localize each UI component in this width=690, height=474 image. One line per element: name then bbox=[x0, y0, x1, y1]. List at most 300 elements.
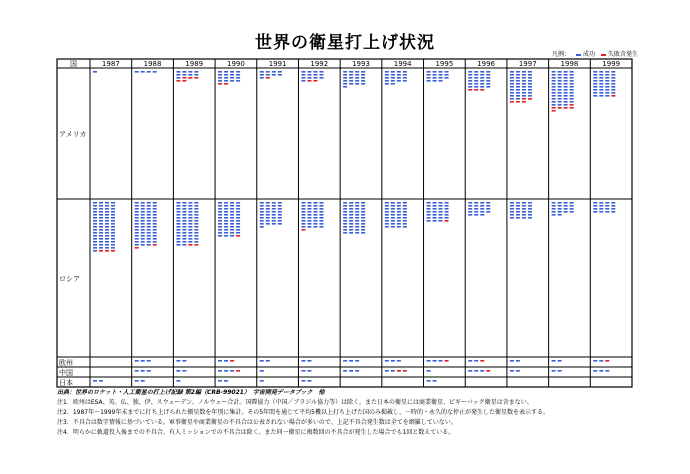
success-mark bbox=[194, 226, 198, 228]
success-mark bbox=[224, 214, 228, 216]
success-mark bbox=[397, 214, 401, 216]
failure-mark bbox=[564, 107, 568, 109]
success-mark bbox=[391, 226, 395, 228]
success-mark bbox=[153, 208, 157, 210]
success-mark bbox=[570, 202, 574, 204]
success-mark bbox=[230, 202, 234, 204]
success-mark bbox=[433, 211, 437, 213]
success-mark bbox=[361, 71, 365, 73]
success-mark bbox=[313, 205, 317, 207]
success-mark bbox=[480, 80, 484, 82]
success-mark bbox=[105, 202, 109, 204]
success-mark bbox=[188, 226, 192, 228]
success-mark bbox=[486, 80, 490, 82]
success-mark bbox=[188, 211, 192, 213]
success-mark bbox=[141, 380, 145, 382]
success-mark bbox=[147, 241, 151, 243]
success-mark bbox=[147, 235, 151, 237]
success-mark bbox=[433, 74, 437, 76]
success-mark bbox=[570, 101, 574, 103]
year-header: 1992 bbox=[310, 60, 329, 68]
success-mark bbox=[355, 74, 359, 76]
success-mark bbox=[99, 217, 103, 219]
success-mark bbox=[349, 226, 353, 228]
success-mark bbox=[558, 211, 562, 213]
success-mark bbox=[439, 208, 443, 210]
failure-mark bbox=[182, 80, 186, 82]
success-mark bbox=[510, 86, 514, 88]
success-mark bbox=[194, 235, 198, 237]
success-mark bbox=[474, 71, 478, 73]
success-mark bbox=[153, 241, 157, 243]
success-mark bbox=[445, 205, 449, 207]
success-mark bbox=[135, 211, 139, 213]
success-mark bbox=[182, 238, 186, 240]
success-mark bbox=[605, 211, 609, 213]
success-mark bbox=[236, 77, 240, 79]
success-mark bbox=[176, 211, 180, 213]
success-mark bbox=[105, 229, 109, 231]
success-mark bbox=[403, 77, 407, 79]
success-mark bbox=[599, 208, 603, 210]
success-mark bbox=[427, 80, 431, 82]
success-mark bbox=[611, 202, 615, 204]
success-mark bbox=[188, 208, 192, 210]
failure-mark bbox=[194, 77, 198, 79]
success-mark bbox=[272, 211, 276, 213]
success-mark bbox=[564, 89, 568, 91]
success-mark bbox=[111, 241, 115, 243]
success-mark bbox=[474, 77, 478, 79]
success-mark bbox=[611, 205, 615, 207]
year-header: 1997 bbox=[518, 60, 537, 68]
success-mark bbox=[319, 77, 323, 79]
success-mark bbox=[260, 202, 264, 204]
success-mark bbox=[564, 104, 568, 106]
success-mark bbox=[522, 74, 526, 76]
success-mark bbox=[599, 83, 603, 85]
success-mark bbox=[218, 370, 222, 372]
success-mark bbox=[182, 217, 186, 219]
success-mark bbox=[522, 83, 526, 85]
success-mark bbox=[188, 241, 192, 243]
success-mark bbox=[343, 220, 347, 222]
success-mark bbox=[176, 235, 180, 237]
success-mark bbox=[570, 98, 574, 100]
success-mark bbox=[552, 71, 556, 73]
success-mark bbox=[558, 360, 562, 362]
success-mark bbox=[147, 208, 151, 210]
success-mark bbox=[182, 226, 186, 228]
success-mark bbox=[611, 208, 615, 210]
success-mark bbox=[480, 202, 484, 204]
success-mark bbox=[176, 232, 180, 234]
success-mark bbox=[194, 208, 198, 210]
success-mark bbox=[516, 360, 520, 362]
success-mark bbox=[349, 202, 353, 204]
success-mark bbox=[99, 214, 103, 216]
success-mark bbox=[355, 229, 359, 231]
success-mark bbox=[468, 71, 472, 73]
success-mark bbox=[135, 229, 139, 231]
success-mark bbox=[135, 235, 139, 237]
success-mark bbox=[99, 211, 103, 213]
success-mark bbox=[403, 226, 407, 228]
success-mark bbox=[301, 202, 305, 204]
success-mark bbox=[349, 71, 353, 73]
success-mark bbox=[605, 89, 609, 91]
failure-mark bbox=[403, 370, 407, 372]
failure-mark bbox=[474, 89, 478, 91]
success-mark bbox=[558, 83, 562, 85]
success-mark bbox=[272, 202, 276, 204]
success-mark bbox=[516, 208, 520, 210]
header-country-label: 国 bbox=[70, 60, 77, 68]
success-mark bbox=[403, 205, 407, 207]
success-mark bbox=[391, 217, 395, 219]
success-mark bbox=[182, 71, 186, 73]
success-mark bbox=[105, 208, 109, 210]
success-mark bbox=[141, 71, 145, 73]
success-mark bbox=[552, 360, 556, 362]
failure-mark bbox=[111, 250, 115, 252]
success-mark bbox=[182, 244, 186, 246]
success-mark bbox=[427, 211, 431, 213]
failure-mark bbox=[236, 370, 240, 372]
success-mark bbox=[301, 217, 305, 219]
success-mark bbox=[105, 247, 109, 249]
success-mark bbox=[111, 226, 115, 228]
success-mark bbox=[552, 205, 556, 207]
success-mark bbox=[343, 208, 347, 210]
success-mark bbox=[474, 86, 478, 88]
success-mark bbox=[343, 232, 347, 234]
success-mark bbox=[182, 241, 186, 243]
success-mark bbox=[176, 202, 180, 204]
success-mark bbox=[403, 80, 407, 82]
failure-mark bbox=[510, 101, 514, 103]
year-header: 1998 bbox=[560, 60, 579, 68]
success-mark bbox=[605, 83, 609, 85]
success-mark bbox=[266, 211, 270, 213]
year-header: 1996 bbox=[477, 60, 495, 68]
success-mark bbox=[361, 217, 365, 219]
success-mark bbox=[605, 205, 609, 207]
success-mark bbox=[468, 205, 472, 207]
success-mark bbox=[224, 205, 228, 207]
success-mark bbox=[439, 217, 443, 219]
success-mark bbox=[343, 214, 347, 216]
success-mark bbox=[147, 214, 151, 216]
success-mark bbox=[236, 71, 240, 73]
success-mark bbox=[427, 71, 431, 73]
success-mark bbox=[301, 360, 305, 362]
failure-mark bbox=[236, 235, 240, 237]
success-mark bbox=[427, 217, 431, 219]
success-mark bbox=[510, 89, 514, 91]
success-mark bbox=[558, 205, 562, 207]
failure-mark bbox=[301, 229, 305, 231]
success-mark bbox=[611, 71, 615, 73]
success-mark bbox=[236, 217, 240, 219]
success-mark bbox=[301, 80, 305, 82]
success-mark bbox=[391, 360, 395, 362]
success-mark bbox=[474, 74, 478, 76]
success-mark bbox=[272, 220, 276, 222]
success-mark bbox=[397, 211, 401, 213]
success-mark bbox=[349, 205, 353, 207]
success-mark bbox=[433, 214, 437, 216]
success-mark bbox=[147, 238, 151, 240]
failure-mark bbox=[522, 101, 526, 103]
success-mark bbox=[510, 205, 514, 207]
success-mark bbox=[355, 83, 359, 85]
success-mark bbox=[278, 214, 282, 216]
success-mark bbox=[522, 95, 526, 97]
success-mark bbox=[397, 77, 401, 79]
success-mark bbox=[361, 205, 365, 207]
success-mark bbox=[218, 220, 222, 222]
success-mark bbox=[301, 370, 305, 372]
success-mark bbox=[570, 74, 574, 76]
success-mark bbox=[343, 205, 347, 207]
success-mark bbox=[147, 229, 151, 231]
success-mark bbox=[439, 77, 443, 79]
success-mark bbox=[93, 235, 97, 237]
success-mark bbox=[301, 208, 305, 210]
success-mark bbox=[99, 202, 103, 204]
success-mark bbox=[593, 80, 597, 82]
success-mark bbox=[480, 74, 484, 76]
success-mark bbox=[403, 220, 407, 222]
success-mark bbox=[188, 205, 192, 207]
success-mark bbox=[176, 226, 180, 228]
success-mark bbox=[111, 214, 115, 216]
success-mark bbox=[391, 205, 395, 207]
success-mark bbox=[93, 232, 97, 234]
success-mark bbox=[391, 214, 395, 216]
success-mark bbox=[230, 211, 234, 213]
success-mark bbox=[605, 71, 609, 73]
success-mark bbox=[224, 220, 228, 222]
success-mark bbox=[218, 208, 222, 210]
success-mark bbox=[385, 217, 389, 219]
success-mark bbox=[516, 77, 520, 79]
success-mark bbox=[93, 238, 97, 240]
success-mark bbox=[182, 211, 186, 213]
success-mark bbox=[486, 74, 490, 76]
success-mark bbox=[355, 232, 359, 234]
success-mark bbox=[385, 205, 389, 207]
success-mark bbox=[343, 217, 347, 219]
success-mark bbox=[188, 71, 192, 73]
success-mark bbox=[570, 211, 574, 213]
success-mark bbox=[361, 77, 365, 79]
failure-mark bbox=[313, 80, 317, 82]
success-mark bbox=[105, 241, 109, 243]
success-mark bbox=[307, 226, 311, 228]
success-mark bbox=[552, 104, 556, 106]
success-mark bbox=[599, 211, 603, 213]
success-mark bbox=[343, 74, 347, 76]
success-mark bbox=[188, 232, 192, 234]
success-mark bbox=[153, 217, 157, 219]
success-mark bbox=[313, 220, 317, 222]
footnote-1: 注1．欧州はESA、英、仏、独、伊、スウェーデン、ノルウェー合計。国際協力（中国／ブラジル協力等）は除く。また日本の衛星には商業衛星、ピギーバック衛星は含まない。 bbox=[57, 399, 533, 406]
success-mark bbox=[266, 223, 270, 225]
success-mark bbox=[153, 214, 157, 216]
success-mark bbox=[445, 74, 449, 76]
success-mark bbox=[194, 238, 198, 240]
success-mark bbox=[278, 205, 282, 207]
success-mark bbox=[510, 74, 514, 76]
success-mark bbox=[224, 226, 228, 228]
success-mark bbox=[558, 208, 562, 210]
success-mark bbox=[427, 208, 431, 210]
success-mark bbox=[307, 380, 311, 382]
success-mark bbox=[468, 83, 472, 85]
success-mark bbox=[397, 226, 401, 228]
success-mark bbox=[218, 217, 222, 219]
success-mark bbox=[218, 214, 222, 216]
failure-mark bbox=[570, 107, 574, 109]
success-mark bbox=[135, 226, 139, 228]
success-mark bbox=[147, 226, 151, 228]
footnotes bbox=[57, 388, 657, 438]
success-mark bbox=[558, 370, 562, 372]
success-mark bbox=[224, 77, 228, 79]
success-mark bbox=[474, 214, 478, 216]
success-mark bbox=[135, 217, 139, 219]
success-mark bbox=[558, 92, 562, 94]
success-mark bbox=[111, 211, 115, 213]
success-mark bbox=[480, 77, 484, 79]
success-mark bbox=[93, 71, 97, 73]
success-mark bbox=[111, 202, 115, 204]
success-mark bbox=[403, 223, 407, 225]
success-mark bbox=[522, 202, 526, 204]
failure-mark bbox=[153, 244, 157, 246]
success-mark bbox=[558, 101, 562, 103]
success-mark bbox=[552, 98, 556, 100]
success-mark bbox=[611, 211, 615, 213]
success-mark bbox=[439, 205, 443, 207]
success-mark bbox=[355, 202, 359, 204]
success-mark bbox=[218, 232, 222, 234]
year-header: 1990 bbox=[227, 60, 245, 68]
success-mark bbox=[93, 202, 97, 204]
success-mark bbox=[593, 83, 597, 85]
success-mark bbox=[224, 360, 228, 362]
success-mark bbox=[593, 71, 597, 73]
success-mark bbox=[111, 217, 115, 219]
success-mark bbox=[516, 74, 520, 76]
success-mark bbox=[111, 208, 115, 210]
success-mark bbox=[361, 80, 365, 82]
success-mark bbox=[522, 208, 526, 210]
success-mark bbox=[230, 80, 234, 82]
success-mark bbox=[236, 214, 240, 216]
success-mark bbox=[397, 205, 401, 207]
success-mark bbox=[522, 86, 526, 88]
success-mark bbox=[111, 247, 115, 249]
success-mark bbox=[361, 83, 365, 85]
success-mark bbox=[194, 223, 198, 225]
success-mark bbox=[516, 89, 520, 91]
success-mark bbox=[599, 205, 603, 207]
success-mark bbox=[349, 214, 353, 216]
success-mark bbox=[230, 370, 234, 372]
success-mark bbox=[182, 223, 186, 225]
success-mark bbox=[105, 211, 109, 213]
success-mark bbox=[403, 211, 407, 213]
success-mark bbox=[605, 95, 609, 97]
success-mark bbox=[93, 244, 97, 246]
success-mark bbox=[593, 205, 597, 207]
success-mark bbox=[468, 211, 472, 213]
success-mark bbox=[266, 220, 270, 222]
success-mark bbox=[260, 205, 264, 207]
success-mark bbox=[93, 220, 97, 222]
success-mark bbox=[522, 71, 526, 73]
success-mark bbox=[355, 208, 359, 210]
year-header: 1999 bbox=[602, 60, 621, 68]
success-mark bbox=[236, 80, 240, 82]
success-mark bbox=[188, 229, 192, 231]
success-mark bbox=[355, 214, 359, 216]
success-mark bbox=[361, 220, 365, 222]
success-mark bbox=[510, 92, 514, 94]
success-mark bbox=[105, 217, 109, 219]
success-mark bbox=[528, 95, 532, 97]
success-mark bbox=[391, 211, 395, 213]
success-mark bbox=[93, 380, 97, 382]
success-mark bbox=[355, 211, 359, 213]
success-mark bbox=[361, 202, 365, 204]
success-mark bbox=[224, 370, 228, 372]
success-mark bbox=[528, 86, 532, 88]
success-mark bbox=[141, 370, 145, 372]
success-mark bbox=[445, 208, 449, 210]
success-mark bbox=[176, 208, 180, 210]
success-mark bbox=[266, 360, 270, 362]
year-header: 1988 bbox=[143, 60, 162, 68]
success-mark bbox=[570, 77, 574, 79]
success-mark bbox=[433, 208, 437, 210]
success-mark bbox=[528, 214, 532, 216]
success-mark bbox=[349, 370, 353, 372]
success-mark bbox=[224, 71, 228, 73]
success-mark bbox=[93, 208, 97, 210]
success-mark bbox=[224, 80, 228, 82]
success-mark bbox=[480, 211, 484, 213]
success-mark bbox=[558, 77, 562, 79]
year-header: 1993 bbox=[352, 60, 370, 68]
success-mark bbox=[516, 217, 520, 219]
success-mark bbox=[474, 208, 478, 210]
success-mark bbox=[516, 211, 520, 213]
success-mark bbox=[236, 74, 240, 76]
success-mark bbox=[188, 223, 192, 225]
success-mark bbox=[385, 223, 389, 225]
success-mark bbox=[266, 71, 270, 73]
success-mark bbox=[135, 241, 139, 243]
success-mark bbox=[343, 226, 347, 228]
success-mark bbox=[343, 86, 347, 88]
success-mark bbox=[361, 226, 365, 228]
success-mark bbox=[260, 214, 264, 216]
success-mark bbox=[260, 220, 264, 222]
